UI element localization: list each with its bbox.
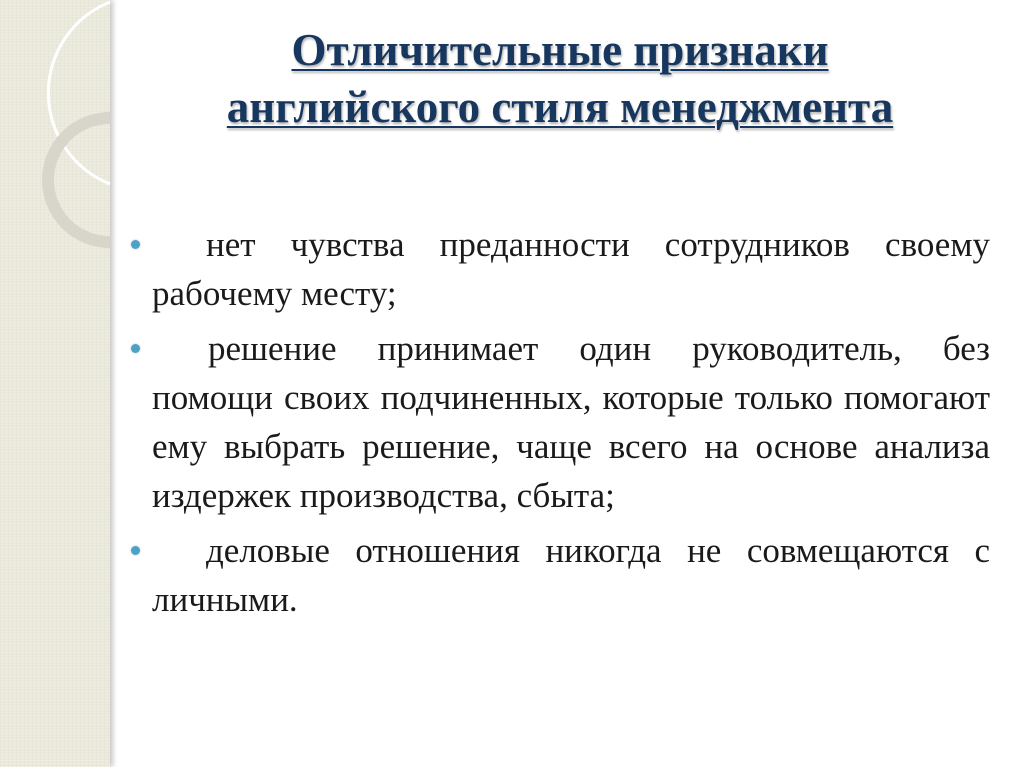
title-line-1: Отличительные признаки <box>291 25 829 75</box>
bullet-dot-icon <box>131 344 140 353</box>
bullet-text: деловые отношения никогда не совмещаются с личными. <box>152 531 990 619</box>
bullet-text: нет чувства преданности сотрудников своему рабочему месту; <box>152 225 990 313</box>
side-panel <box>0 0 110 767</box>
bullet-item <box>128 324 990 520</box>
bullet-dot-icon <box>131 546 140 555</box>
slide-title <box>120 22 1000 136</box>
bullet-text: решение принимает один руководитель, без помощи своих подчиненных, которые только помогают ему выбрать решение, чаще всего на основе анализа издержек производства, сбыта; <box>152 329 990 515</box>
title-line-2: английского стиля менеджмента <box>226 82 894 132</box>
bullet-item <box>128 220 990 318</box>
bullet-item <box>128 526 990 624</box>
bullet-dot-icon <box>131 240 140 249</box>
bullet-list <box>128 220 990 630</box>
